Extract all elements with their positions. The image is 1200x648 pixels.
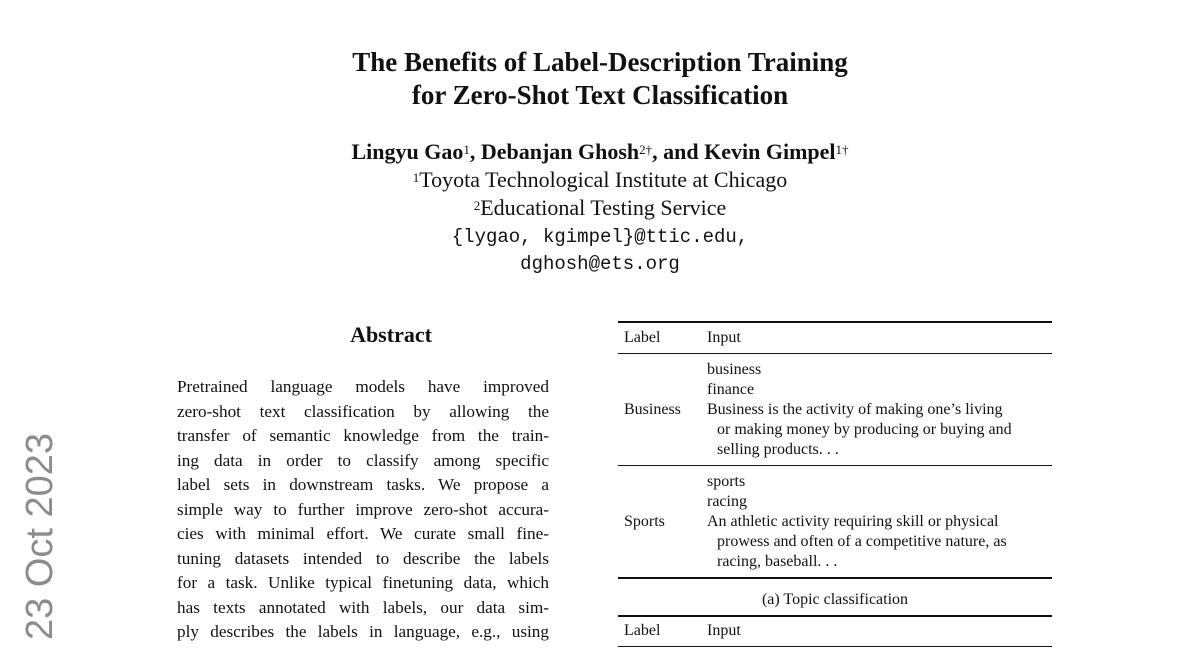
abstract-line: tuning datasets intended to describe the labels bbox=[177, 548, 549, 568]
row-input: business bbox=[707, 361, 762, 378]
row-description: racing, baseball. . . bbox=[717, 553, 838, 570]
abstract-line: zero-shot text classification by allowing the bbox=[177, 401, 549, 421]
row-input: racing bbox=[707, 493, 747, 510]
author-separator: , and bbox=[652, 139, 705, 164]
author-name: Debanjan Ghosh bbox=[480, 139, 640, 164]
affil-text: Educational Testing Service bbox=[480, 195, 727, 220]
author-name: Lingyu Gao bbox=[351, 139, 464, 164]
author-affil-mark: 2† bbox=[639, 142, 653, 157]
row-label: Business bbox=[624, 401, 681, 418]
row-description: or making money by producing or buying and bbox=[717, 421, 1012, 438]
row-description: Business is the activity of making one’s living bbox=[707, 401, 1003, 418]
title-line-2: for Zero-Shot Text Classification bbox=[411, 80, 789, 110]
abstract-line: simple way to further improve zero-shot accura- bbox=[177, 499, 549, 519]
col-header-label: Label bbox=[624, 329, 661, 346]
email-line-2: dghosh@ets.org bbox=[520, 253, 680, 275]
abstract-body bbox=[177, 375, 549, 645]
examples-table bbox=[618, 0, 1052, 648]
abstract-line: cies with minimal effort. We curate small fine- bbox=[177, 524, 549, 543]
col-header-input: Input bbox=[707, 329, 741, 346]
affil-text: Toyota Technological Institute at Chicago bbox=[419, 167, 788, 192]
author-affil-mark: 1† bbox=[835, 142, 849, 157]
abstract-line: transfer of semantic knowledge from the train- bbox=[177, 426, 549, 445]
row-input: finance bbox=[707, 381, 755, 398]
title-line-1: The Benefits of Label-Description Training bbox=[352, 47, 848, 77]
email-line-1: {lygao, kgimpel}@ttic.edu, bbox=[451, 226, 749, 248]
abstract-line: ply describes the labels in language, e.g., using bbox=[177, 622, 549, 641]
table-caption: (a) Topic classification bbox=[761, 591, 909, 608]
abstract-line: label sets in downstream tasks. We propose a bbox=[177, 475, 549, 494]
author-affil-mark: 1 bbox=[463, 142, 470, 157]
abstract-line: has texts annotated with labels, our data sim- bbox=[177, 597, 549, 617]
row-description: An athletic activity requiring skill or physical bbox=[707, 513, 999, 530]
affil-mark: 2 bbox=[473, 198, 481, 213]
affil-mark: 1 bbox=[412, 170, 420, 185]
table2-header-input: Input bbox=[707, 622, 741, 639]
arxiv-date-stamp: 23 Oct 2023 bbox=[19, 432, 61, 640]
row-description: prowess and often of a competitive nature, as bbox=[717, 533, 1007, 550]
row-input: sports bbox=[707, 473, 746, 490]
abstract-line: ing data in order to classify among specific bbox=[177, 450, 549, 470]
abstract-heading: Abstract bbox=[350, 322, 432, 347]
row-label: Sports bbox=[624, 513, 665, 530]
abstract-line: Pretrained language models have improved bbox=[177, 377, 549, 396]
author-name: Kevin Gimpel bbox=[704, 139, 836, 164]
table2-header-label: Label bbox=[624, 622, 661, 639]
abstract-line: for a task. Unlike typical finetuning data, which bbox=[177, 573, 549, 592]
author-separator: , bbox=[469, 139, 481, 164]
row-description: selling products. . . bbox=[717, 441, 839, 458]
